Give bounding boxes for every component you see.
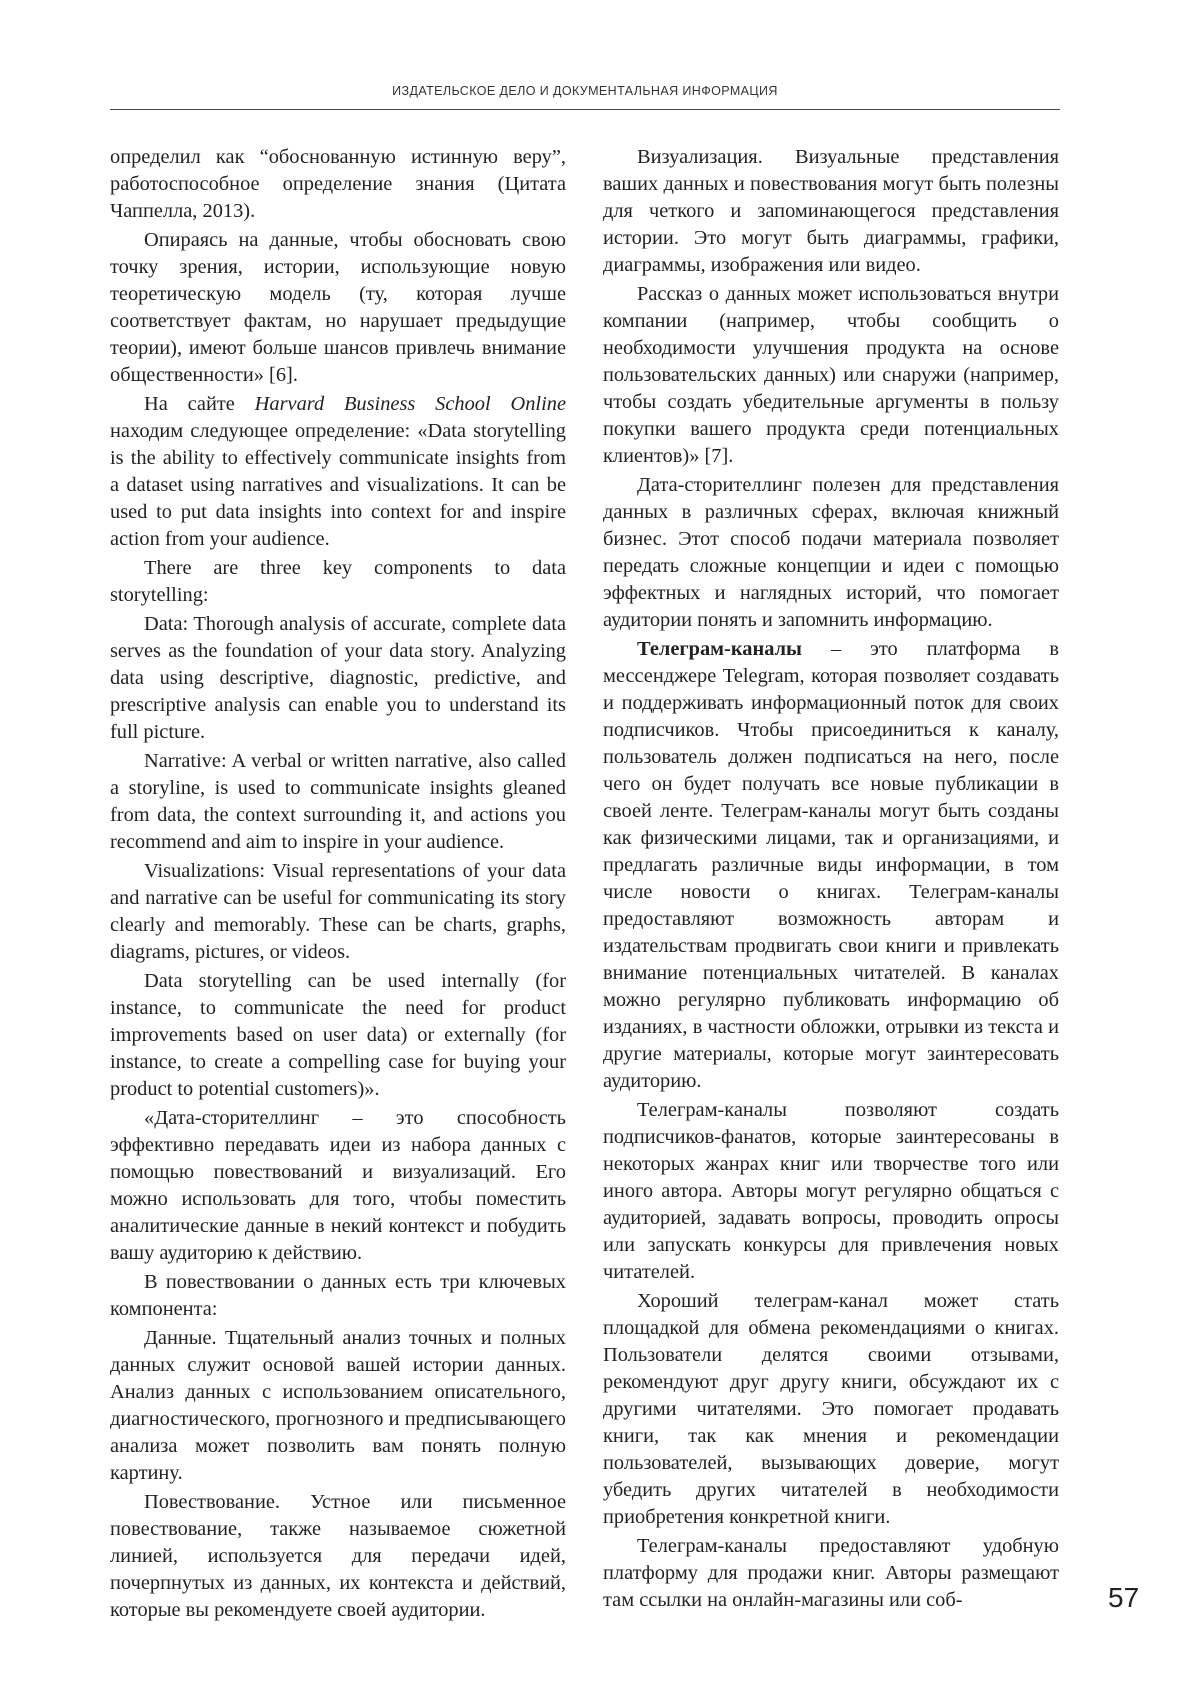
paragraph: Хороший телеграм-канал может стать площадкой для обмена рекомендациями о книгах. Пользователи делятся своими отзывами, рекомендуют друг другу книги, обсуждают их с другими читателями. Это помогает продавать книги, так как мнения и рекомендации пользователей, вызывающих доверие, могут убедить других читателей в необходимости приобретения конкретной книги. xyxy=(603,1290,1059,1528)
paragraph: Дата-сторителлинг полезен для представления данных в различных сферах, включая книжный бизнес. Этот способ подачи материала позволяет передать сложные концепции и идеи с помощью эффектных и наглядных историй, что помогает аудитории понять и запомнить информацию. xyxy=(603,474,1059,631)
right-column xyxy=(603,144,1059,1616)
paragraph-text: – это платформа в мессенджере Telegram, которая позволяет создавать и поддерживать информационный поток для своих подписчиков. Чтобы присоединиться к каналу, пользователь должен подписаться на него, после чего он будет получать все новые публикации в своей ленте. Телеграм-каналы могут быть созданы как физическими лицами, так и организациями, и предлагать различные виды информации, в том числе новости о книгах. Телеграм-каналы предоставляют возможность авторам и издательствам продвигать свои книги и привлекать внимание потенциальных читателей. В каналах можно регулярно публиковать информацию об изданиях, в частности обложки, отрывки из текста и другие материалы, которые могут заинтересовать аудиторию. xyxy=(603,638,1059,1092)
paragraph-text: находим следующее определение: «Data storytelling is the ability to effectively communicate insights from a dataset using narratives and visualizations. It can be used to put data insights into context for and inspire action from your audience. xyxy=(110,420,566,550)
term-bold: Телеграм-каналы xyxy=(637,638,802,660)
paragraph: «Дата-сторителлинг – это способность эффективно передавать идеи из набора данных с помощью повествований и визуализаций. Его можно использовать для того, чтобы поместить аналитические данные в некий контекст и побудить вашу аудиторию к действию. xyxy=(110,1107,566,1264)
paragraph: Data: Thorough analysis of accurate, complete data serves as the foundation of your data story. Analyzing data using descriptive, diagnostic, predictive, and prescriptive analysis can enable you to understand its full picture. xyxy=(110,613,566,743)
paragraph: Данные. Тщательный анализ точных и полных данных служит основой вашей истории данных. Анализ данных с использованием описательного, диагностического, прогнозного и предписывающего анализа может позволить вам понять полную картину. xyxy=(110,1327,566,1484)
page-number: 57 xyxy=(1108,1582,1140,1613)
paragraph: Визуализация. Визуальные представления ваших данных и повествования могут быть полезны для четкого и запоминающегося представления истории. Это могут быть диаграммы, графики, диаграммы, изображения или видео. xyxy=(603,146,1059,276)
paragraph-telegram-channels xyxy=(603,636,1059,1095)
paragraph: определил как “обоснованную истинную веру”, работоспособное определение знания (Цитата Чаппелла, 2013). xyxy=(110,146,566,222)
paragraph-hbs-definition xyxy=(110,391,566,553)
source-title-italic: Harvard Business School Online xyxy=(254,393,566,415)
header-divider xyxy=(110,109,1060,110)
paragraph: Повествование. Устное или письменное повествование, также называемое сюжетной линией, используется для передачи идей, почерпнутых из данных, их контекста и действий, которые вы рекомендуете своей аудитории. xyxy=(110,1491,566,1621)
paragraph: Телеграм-каналы позволяют создать подписчиков-фанатов, которые заинтересованы в некоторых жанрах книг или творчестве того или иного автора. Авторы могут регулярно общаться с аудиторией, задавать вопросы, проводить опросы или запускать конкурсы для привлечения новых читателей. xyxy=(603,1099,1059,1283)
paragraph: Телеграм-каналы предоставляют удобную платформу для продажи книг. Авторы размещают там ссылки на онлайн-магазины или соб- xyxy=(603,1535,1059,1611)
left-column xyxy=(110,144,566,1626)
paragraph: Опираясь на данные, чтобы обосновать свою точку зрения, истории, использующие новую теоретическую модель (ту, которая лучше соответствует фактам, но нарушает предыдущие теории), имеют больше шансов привлечь внимание общественности» [6]. xyxy=(110,229,566,386)
paragraph: Data storytelling can be used internally (for instance, to communicate the need for product improvements based on user data) or externally (for instance, to create a compelling case for buying your product to potential customers)». xyxy=(110,970,566,1100)
running-header: ИЗДАТЕЛЬСКОЕ ДЕЛО И ДОКУМЕНТАЛЬНАЯ ИНФОРМАЦИЯ xyxy=(392,84,778,98)
paragraph: Narrative: A verbal or written narrative, also called a storyline, is used to communicate insights gleaned from data, the context surrounding it, and actions you recommend and aim to inspire in your audience. xyxy=(110,750,566,853)
paragraph: Visualizations: Visual representations of your data and narrative can be useful for communicating its story clearly and memorably. These can be charts, graphs, diagrams, pictures, or videos. xyxy=(110,860,566,963)
paragraph: В повествовании о данных есть три ключевых компонента: xyxy=(110,1271,566,1320)
paragraph: Рассказ о данных может использоваться внутри компании (например, чтобы сообщить о необходимости улучшения продукта на основе пользовательских данных) или снаружи (например, чтобы создать убедительные аргументы в пользу покупки вашего продукта среди потенциальных клиентов)» [7]. xyxy=(603,283,1059,467)
paragraph-text: На сайте xyxy=(144,393,255,415)
paragraph: There are three key components to data storytelling: xyxy=(110,557,566,606)
